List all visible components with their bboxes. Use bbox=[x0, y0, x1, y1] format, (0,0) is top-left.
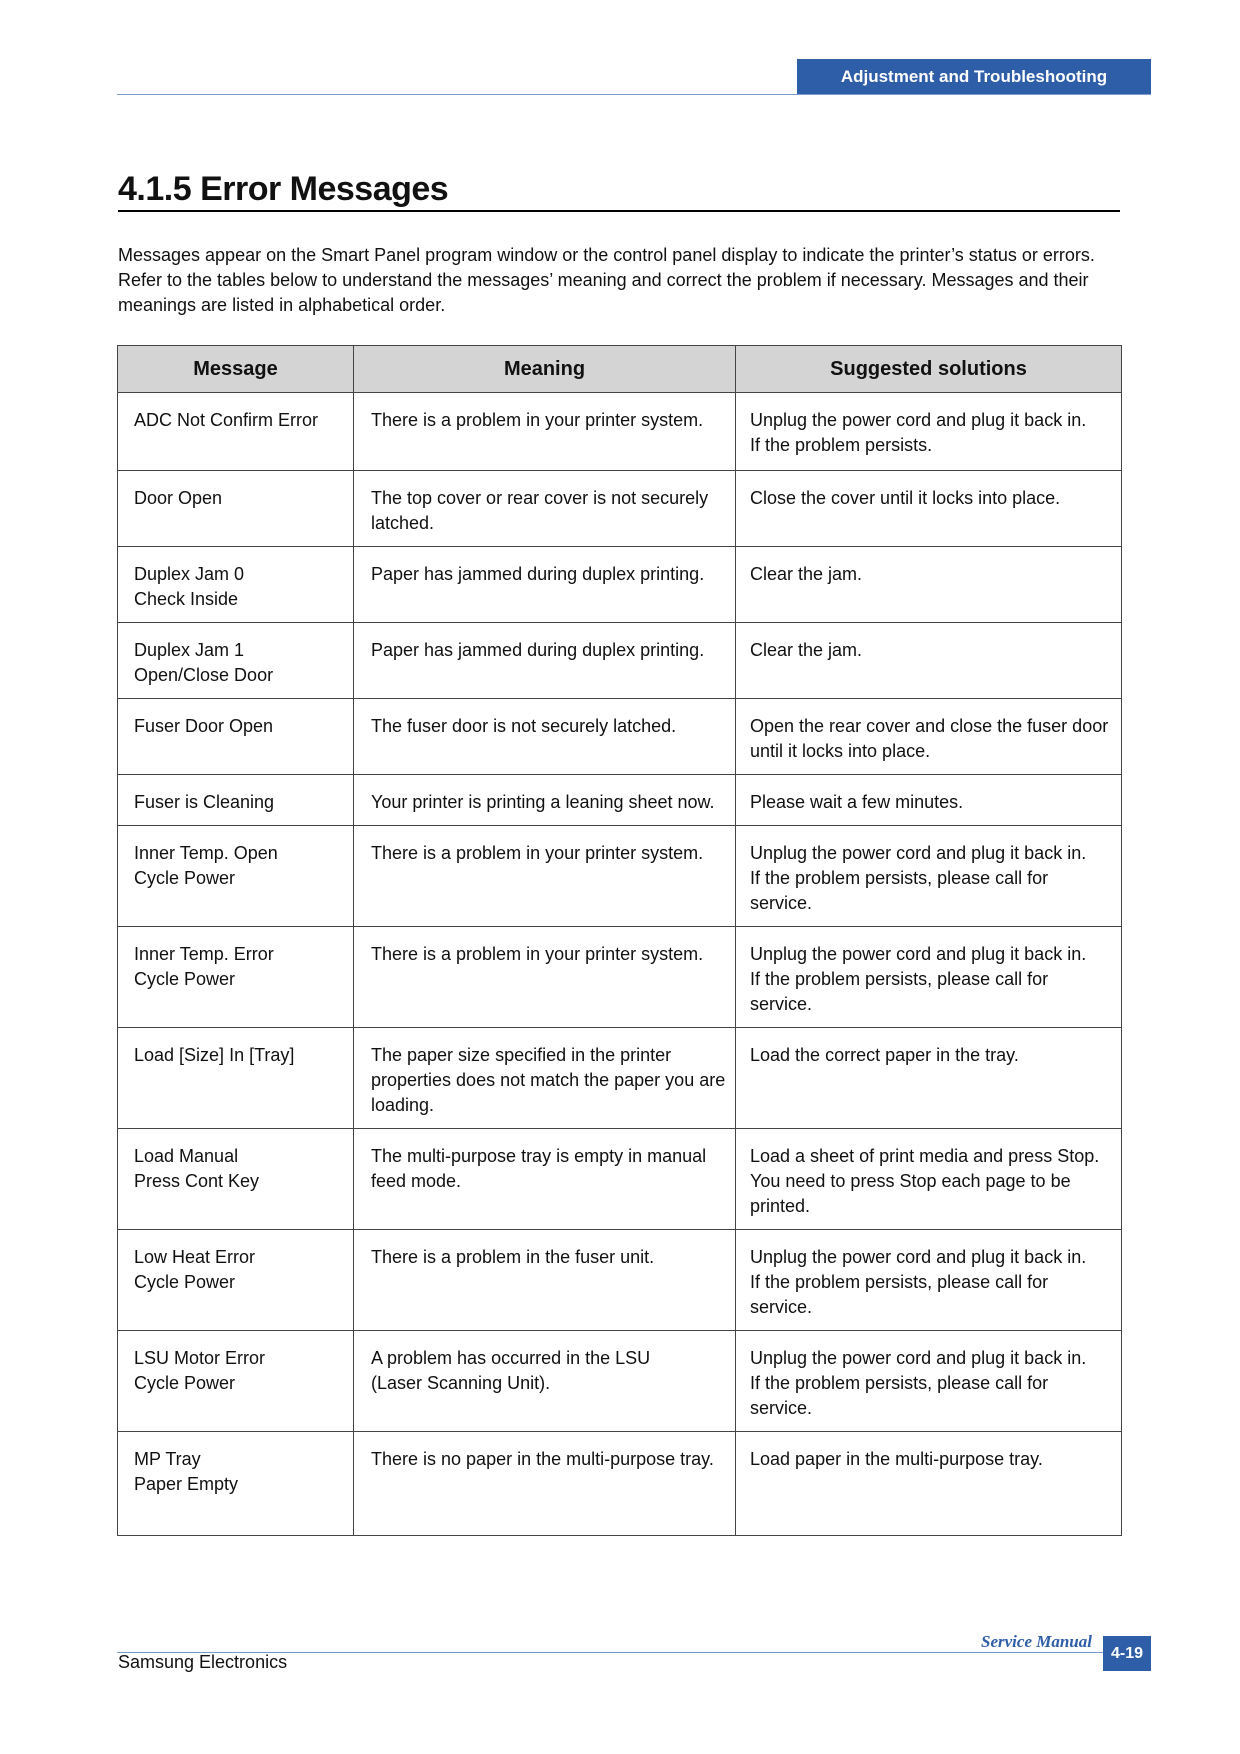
service-manual-label: Service Manual bbox=[981, 1632, 1092, 1651]
header-rule bbox=[117, 94, 1151, 95]
solution-cell: Please wait a few minutes. bbox=[736, 775, 1122, 826]
table-row bbox=[118, 547, 1122, 623]
solution-cell: Clear the jam. bbox=[736, 623, 1122, 699]
meaning-cell: The multi-purpose tray is empty in manual feed mode. bbox=[354, 1129, 736, 1230]
table-row bbox=[118, 1129, 1122, 1230]
column-header-solutions: Suggested solutions bbox=[736, 346, 1122, 393]
solution-cell: Load the correct paper in the tray. bbox=[736, 1028, 1122, 1129]
table-row bbox=[118, 471, 1122, 547]
meaning-cell: The top cover or rear cover is not securely latched. bbox=[354, 471, 736, 547]
table-row bbox=[118, 1028, 1122, 1129]
message-cell: Fuser is Cleaning bbox=[118, 775, 354, 826]
meaning-cell: There is a problem in your printer system. bbox=[354, 927, 736, 1028]
solution-cell: Unplug the power cord and plug it back in. If the problem persists, please call for service. bbox=[736, 826, 1122, 927]
message-cell: Load Manual Press Cont Key bbox=[118, 1129, 354, 1230]
title-rule bbox=[118, 210, 1120, 212]
message-cell: Inner Temp. Error Cycle Power bbox=[118, 927, 354, 1028]
footer-company: Samsung Electronics bbox=[118, 1652, 288, 1672]
meaning-cell: The fuser door is not securely latched. bbox=[354, 699, 736, 775]
table-row bbox=[118, 1432, 1122, 1536]
solution-cell: Clear the jam. bbox=[736, 547, 1122, 623]
column-header-message: Message bbox=[118, 346, 354, 393]
solution-cell: Load a sheet of print media and press Stop. You need to press Stop each page to be printed. bbox=[736, 1129, 1122, 1230]
message-cell: ADC Not Confirm Error bbox=[118, 393, 354, 471]
meaning-cell: There is a problem in your printer system. bbox=[354, 393, 736, 471]
message-cell: Duplex Jam 1 Open/Close Door bbox=[118, 623, 354, 699]
table-row bbox=[118, 775, 1122, 826]
message-cell: LSU Motor Error Cycle Power bbox=[118, 1331, 354, 1432]
error-messages-table bbox=[117, 345, 1122, 1536]
solution-cell: Close the cover until it locks into place. bbox=[736, 471, 1122, 547]
page-title: 4.1.5 Error Messages bbox=[118, 170, 449, 208]
message-cell: Low Heat Error Cycle Power bbox=[118, 1230, 354, 1331]
table-row bbox=[118, 623, 1122, 699]
solution-cell: Unplug the power cord and plug it back in. If the problem persists, please call for service. bbox=[736, 927, 1122, 1028]
meaning-cell: There is no paper in the multi-purpose tray. bbox=[354, 1432, 736, 1536]
message-cell: Duplex Jam 0 Check Inside bbox=[118, 547, 354, 623]
solution-cell: Unplug the power cord and plug it back in. If the problem persists. bbox=[736, 393, 1122, 471]
message-cell: Load [Size] In [Tray] bbox=[118, 1028, 354, 1129]
page-number-badge: 4-19 bbox=[1103, 1636, 1151, 1671]
message-cell: MP Tray Paper Empty bbox=[118, 1432, 354, 1536]
message-cell: Fuser Door Open bbox=[118, 699, 354, 775]
meaning-cell: There is a problem in the fuser unit. bbox=[354, 1230, 736, 1331]
table-row bbox=[118, 699, 1122, 775]
table-header-row bbox=[118, 346, 1122, 393]
message-cell: Door Open bbox=[118, 471, 354, 547]
meaning-cell: A problem has occurred in the LSU (Laser Scanning Unit). bbox=[354, 1331, 736, 1432]
meaning-cell: Paper has jammed during duplex printing. bbox=[354, 623, 736, 699]
table-row bbox=[118, 826, 1122, 927]
intro-paragraph: Messages appear on the Smart Panel program window or the control panel display to indicate the printer’s status or errors. Refer to the tables below to understand the messages’ meaning and correct the problem if necessary. Messages and their meanings are listed in alphabetical order. bbox=[118, 245, 1095, 315]
column-header-meaning: Meaning bbox=[354, 346, 736, 393]
solution-cell: Unplug the power cord and plug it back in. If the problem persists, please call for service. bbox=[736, 1331, 1122, 1432]
meaning-cell: Your printer is printing a leaning sheet now. bbox=[354, 775, 736, 826]
message-cell: Inner Temp. Open Cycle Power bbox=[118, 826, 354, 927]
table-row bbox=[118, 927, 1122, 1028]
solution-cell: Load paper in the multi-purpose tray. bbox=[736, 1432, 1122, 1536]
meaning-cell: There is a problem in your printer system. bbox=[354, 826, 736, 927]
meaning-cell: Paper has jammed during duplex printing. bbox=[354, 547, 736, 623]
meaning-cell: The paper size specified in the printer properties does not match the paper you are loading. bbox=[354, 1028, 736, 1129]
table-row bbox=[118, 1230, 1122, 1331]
table-row bbox=[118, 1331, 1122, 1432]
section-header-tab: Adjustment and Troubleshooting bbox=[797, 59, 1151, 94]
solution-cell: Unplug the power cord and plug it back in. If the problem persists, please call for service. bbox=[736, 1230, 1122, 1331]
solution-cell: Open the rear cover and close the fuser door until it locks into place. bbox=[736, 699, 1122, 775]
table-row bbox=[118, 393, 1122, 471]
